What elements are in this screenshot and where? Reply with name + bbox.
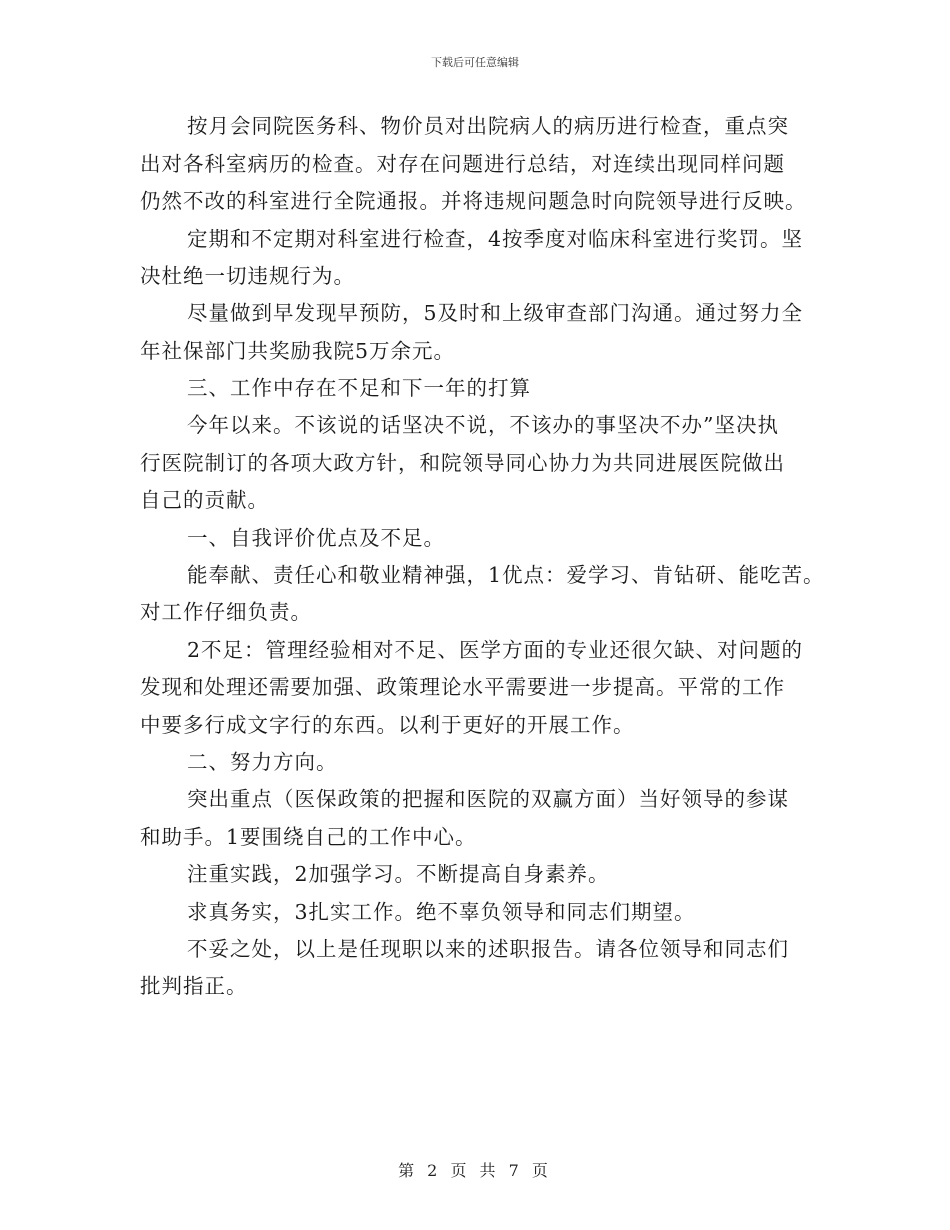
- paragraph-line: 自己的贡献。: [140, 488, 269, 512]
- paragraph-line: 年社保部门共奖励我院5万余元。: [140, 339, 456, 363]
- paragraph-line: 今年以来。不该说的话坚决不说，不该办的事坚决不办”坚决执: [187, 413, 779, 437]
- paragraph-line: 出对各科室病历的检查。对存在问题进行总结，对连续出现同样问题: [140, 152, 785, 176]
- paragraph-line: 注重实践，2加强学习。不断提高自身素养。: [187, 862, 610, 886]
- paragraph-line: 能奉献、责任心和敬业精神强，1优点：爱学习、肯钻研、能吃苦。: [187, 563, 825, 587]
- paragraph-line: 对工作仔细负责。: [140, 600, 312, 624]
- section-heading: 一、自我评价优点及不足。: [187, 526, 445, 550]
- paragraph-line: 发现和处理还需要加强、政策理论水平需要进一步提高。平常的工作: [140, 675, 785, 699]
- paragraph-line: 突出重点（医保政策的把握和医院的双赢方面）当好领导的参谋: [187, 787, 789, 811]
- paragraph-line: 按月会同院医务科、物价员对出院病人的病历进行检查，重点突: [187, 114, 789, 138]
- page-number: 第 2 页 共 7 页: [398, 1161, 552, 1180]
- paragraph-line: 和助手。1要围绕自己的工作中心。: [140, 825, 477, 849]
- paragraph-line: 尽量做到早发现早预防，5及时和上级审查部门沟通。通过努力全: [187, 301, 804, 325]
- paragraph-line: 求真务实，3扎实工作。绝不辜负领导和同志们期望。: [187, 900, 696, 924]
- paragraph-line: 决杜绝一切违规行为。: [140, 264, 355, 288]
- section-heading: 三、工作中存在不足和下一年的打算: [187, 376, 531, 400]
- paragraph-line: 中要多行成文字行的东西。以利于更好的开展工作。: [140, 713, 635, 737]
- paragraph-line: 行医院制订的各项大政方针，和院领导同心协力为共同进展医院做出: [140, 451, 785, 475]
- paragraph-line: 2不足：管理经验相对不足、医学方面的专业还很欠缺、对问题的: [187, 638, 804, 662]
- section-heading: 二、努力方向。: [187, 750, 338, 774]
- paragraph-line: 不妥之处，以上是任现职以来的述职报告。请各位领导和同志们: [187, 937, 789, 961]
- paragraph-line: 仍然不改的科室进行全院通报。并将违规问题急时向院领导进行反映。: [140, 189, 807, 213]
- paragraph-line: 定期和不定期对科室进行检查，4按季度对临床科室进行奖罚。坚: [187, 227, 804, 251]
- page-header: 下载后可任意编辑: [431, 56, 519, 69]
- paragraph-line: 批判指正。: [140, 974, 248, 998]
